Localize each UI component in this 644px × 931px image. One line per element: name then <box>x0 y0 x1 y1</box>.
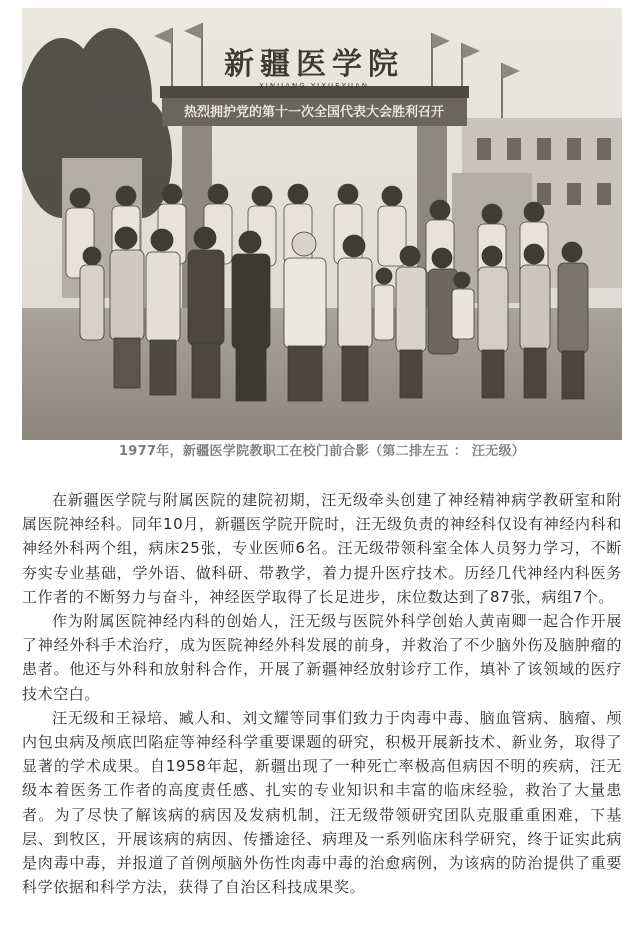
gate-sign: 新疆医学院 <box>224 47 404 82</box>
photo-caption: 1977年，新疆医学院教职工在校门前合影（第二排左五 ： 汪无级） <box>118 444 526 459</box>
group-photo-illustration <box>22 8 622 440</box>
gate-sign-pinyin: XINJIANG YIXUEYUAN <box>258 82 370 90</box>
gate-banner: 热烈拥护党的第十一次全国代表大会胜利召开 <box>183 105 445 120</box>
paragraph-3: 汪无级和王禄培、臧人和、刘文耀等同事们致力于肉毒中毒、脑血管病、脑瘤、颅内包虫病及颅底凹陷症等神经科学重要课题的研究，积极开展新技术、新业务，取得了显著的学术成果。自1958年起，新疆出现了一种死亡率极高但病因不明的疾病，汪无级本着医务工作者的高度责任感、扎实的专业知识和丰富的临床经验，救治了大量患者。为了尽快了解该病的病因及发病机制，汪无级带领研究团队克服重重困难，下基层、到牧区，开展该病的病因、传播途径、病理及一系列临床科学研究，终于证实此病是肉毒中毒，并报道了首例颅脑外伤性肉毒中毒的治愈病例，为该病的防治提供了重要科学依据和科学方法，获得了自治区科技成果奖。 <box>22 708 622 897</box>
paragraph-2: 作为附属医院神经内科的创始人，汪无级与医院外科学创始人黄南卿一起合作开展了神经外科手术治疗，成为医院神经外科发展的前身，并救治了不少脑外伤及脑肿瘤的患者。他还与外科和放射科合作，开展了新疆神经放射诊疗工作，填补了该领域的医疗技术空白。 <box>22 612 622 703</box>
article-body <box>22 488 622 899</box>
paragraph-1: 在新疆医学院与附属医院的建院初期，汪无级牵头创建了神经精神病学教研室和附属医院神经科。同年10月，新疆医学院开院时，汪无级负责的神经科仅设有神经内科和神经外科两个组，病床25张，专业医师6名。汪无级带领科室全体人员努力学习，不断夯实专业基础，学外语、做科研、带教学，着力提升医疗技术。历经几代神经内科医务工作者的不断努力与奋斗，神经医学取得了长足进步，床位数达到了87张，病组7个。 <box>22 491 622 606</box>
historical-photo <box>22 8 622 440</box>
